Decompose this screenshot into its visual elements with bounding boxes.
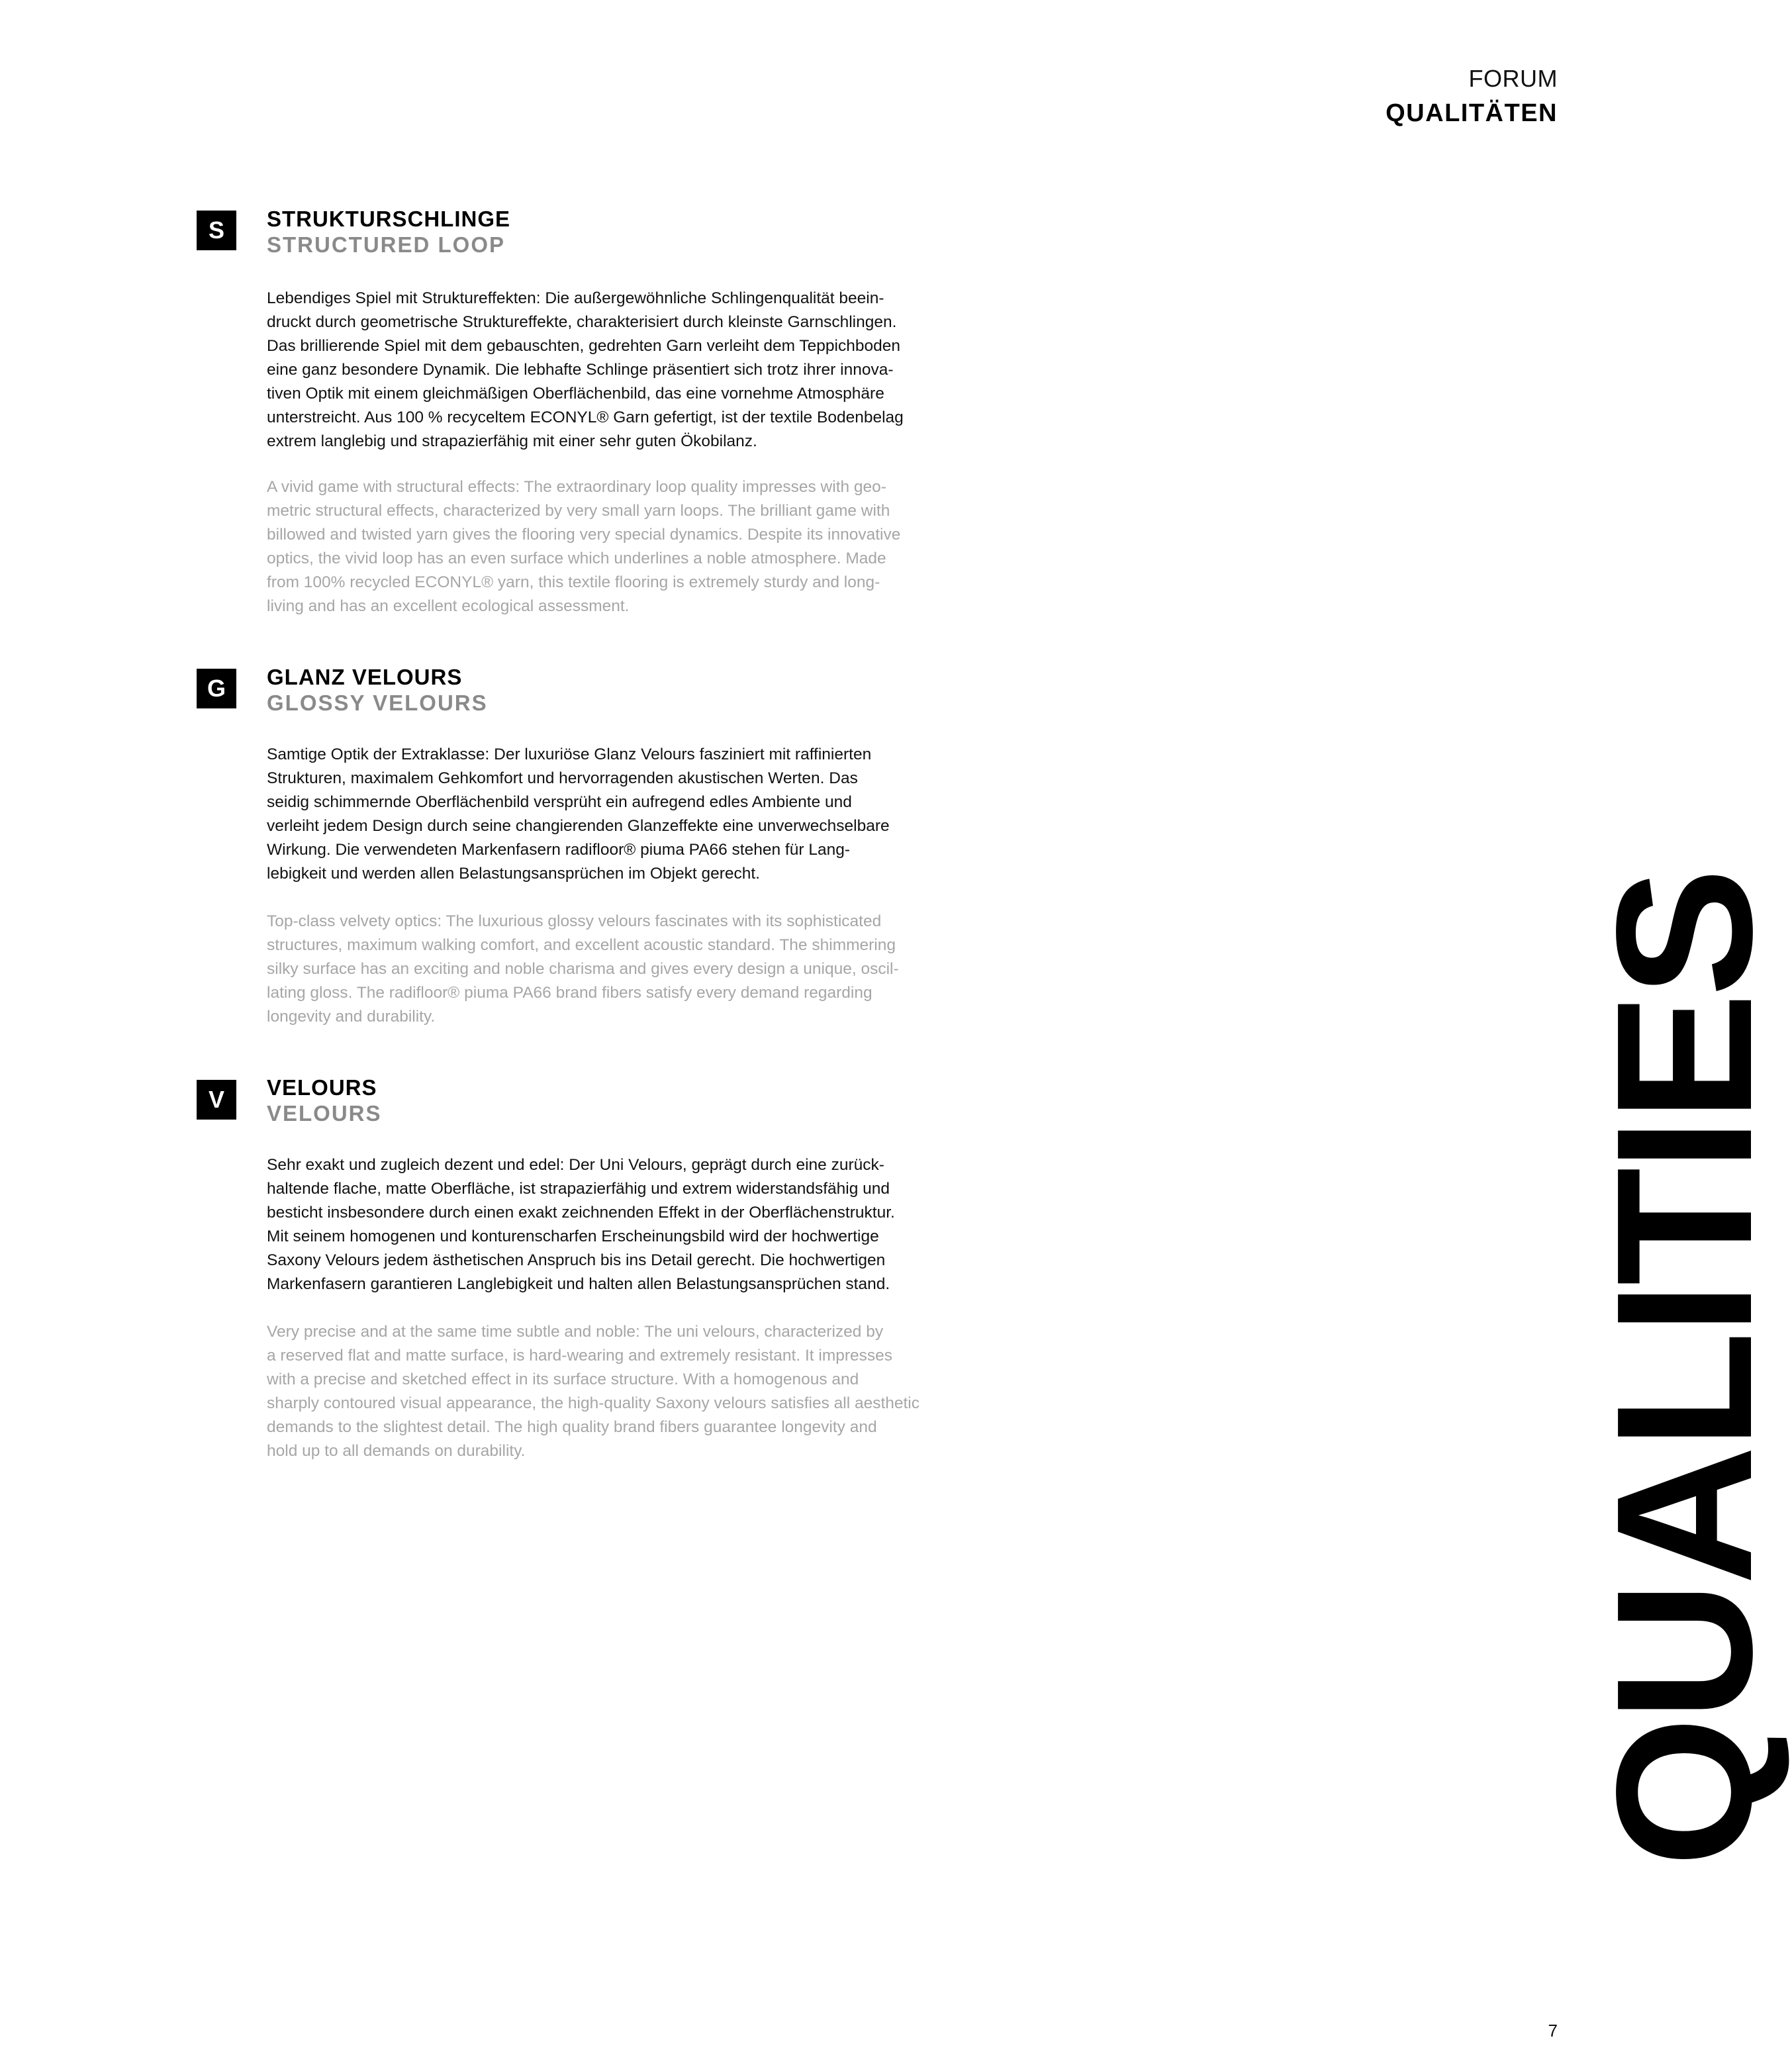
header-kicker: FORUM xyxy=(1468,65,1558,92)
text-line: sharply contoured visual appearance, the high-quality Saxony velours satisfies all aesthetic xyxy=(267,1394,920,1412)
section-body-de xyxy=(267,1153,895,1296)
text-line: billowed and twisted yarn gives the flooring very special dynamics. Despite its innovative xyxy=(267,526,901,544)
text-line: lating gloss. The radifloor® piuma PA66 brand fibers satisfy every demand regarding xyxy=(267,984,872,1002)
text-line: Lebendiges Spiel mit Struktureffekten: Die außergewöhnliche Schlingenqualität beein- xyxy=(267,289,884,307)
text-line: besticht insbesondere durch einen exakt zeichnenden Effekt in der Oberflächenstruktur. xyxy=(267,1204,895,1222)
text-line: from 100% recycled ECONYL® yarn, this textile flooring is extremely sturdy and long- xyxy=(267,573,880,591)
text-line: Wirkung. Die verwendeten Markenfasern radifloor® piuma PA66 stehen für Lang- xyxy=(267,841,850,859)
text-line: Top-class velvety optics: The luxurious glossy velours fascinates with its sophisticated xyxy=(267,912,882,930)
text-line: seidig schimmernde Oberflächenbild versprüht ein aufregend edles Ambiente und xyxy=(267,793,852,811)
vertical-side-title: QUALITIES xyxy=(1576,871,1792,1867)
text-line: Markenfasern garantieren Langlebigkeit und halten allen Belastungsansprüchen stand. xyxy=(267,1275,890,1293)
text-line: silky surface has an exciting and noble charisma and gives every design a unique, oscil- xyxy=(267,960,899,978)
text-line: optics, the vivid loop has an even surface which underlines a noble atmosphere. Made xyxy=(267,550,886,567)
text-line: a reserved flat and matte surface, is hard-wearing and extremely resistant. It impresses xyxy=(267,1347,893,1365)
section-title-de: VELOURS xyxy=(267,1075,377,1100)
section-body-de xyxy=(267,743,890,886)
text-line: living and has an excellent ecological assessment. xyxy=(267,597,630,615)
section-body-de xyxy=(267,287,904,454)
text-line: Strukturen, maximalem Gehkomfort und hervorragenden akustischen Werten. Das xyxy=(267,769,858,787)
text-line: druckt durch geometrische Struktureffekte, charakterisiert durch kleinste Garnschlingen. xyxy=(267,313,897,331)
text-line: lebigkeit und werden allen Belastungsansprüchen im Objekt gerecht. xyxy=(267,865,760,883)
letter-badge-v: V xyxy=(197,1080,236,1120)
text-line: extrem langlebig und strapazierfähig mit einer sehr guten Ökobilanz. xyxy=(267,432,757,450)
section-title-de: STRUKTURSCHLINGE xyxy=(267,207,510,231)
text-line: demands to the slightest detail. The high quality brand fibers guarantee longevity and xyxy=(267,1418,877,1436)
section-title-de: GLANZ VELOURS xyxy=(267,665,463,689)
text-line: with a precise and sketched effect in its surface structure. With a homogenous and xyxy=(267,1371,859,1388)
text-line: longevity and durability. xyxy=(267,1008,436,1026)
text-line: Sehr exakt und zugleich dezent und edel: Der Uni Velours, geprägt durch eine zurück- xyxy=(267,1156,884,1174)
section-title-en: VELOURS xyxy=(267,1101,382,1126)
letter-badge-g: G xyxy=(197,669,236,708)
text-line: structures, maximum walking comfort, and excellent acoustic standard. The shimmering xyxy=(267,936,896,954)
section-body-en xyxy=(267,475,900,618)
page-number: 7 xyxy=(1548,2021,1558,2041)
text-line: Saxony Velours jedem ästhetischen Anspruch bis ins Detail gerecht. Die hochwertigen xyxy=(267,1251,886,1269)
text-line: Das brillierende Spiel mit dem gebauschten, gedrehten Garn verleiht dem Teppichboden xyxy=(267,337,900,355)
text-line: A vivid game with structural effects: The extraordinary loop quality impresses with geo- xyxy=(267,478,886,496)
text-line: unterstreicht. Aus 100 % recyceltem ECONYL® Garn gefertigt, ist der textile Bodenbelag xyxy=(267,409,904,426)
text-line: eine ganz besondere Dynamik. Die lebhafte Schlinge präsentiert sich trotz ihrer innova- xyxy=(267,361,894,379)
text-line: tiven Optik mit einem gleichmäßigen Oberflächenbild, das eine vornehme Atmosphäre xyxy=(267,385,884,403)
header-title: QUALITÄTEN xyxy=(1386,99,1558,127)
text-line: verleiht jedem Design durch seine changierenden Glanzeffekte eine unverwechselbare xyxy=(267,817,890,835)
section-title-en: STRUCTURED LOOP xyxy=(267,232,505,257)
section-body-en xyxy=(267,910,899,1029)
section-title-en: GLOSSY VELOURS xyxy=(267,691,488,715)
letter-badge-s: S xyxy=(197,211,236,250)
text-line: Very precise and at the same time subtle and noble: The uni velours, characterized by xyxy=(267,1323,884,1341)
text-line: Samtige Optik der Extraklasse: Der luxuriöse Glanz Velours fasziniert mit raffinierten xyxy=(267,746,872,763)
text-line: metric structural effects, characterized by very small yarn loops. The brilliant game with xyxy=(267,502,890,520)
text-line: haltende flache, matte Oberfläche, ist strapazierfähig und extrem widerstandsfähig und xyxy=(267,1180,890,1198)
text-line: hold up to all demands on durability. xyxy=(267,1442,526,1460)
text-line: Mit seinem homogenen und konturenscharfen Erscheinungsbild wird der hochwertige xyxy=(267,1227,879,1245)
section-body-en xyxy=(267,1320,920,1463)
